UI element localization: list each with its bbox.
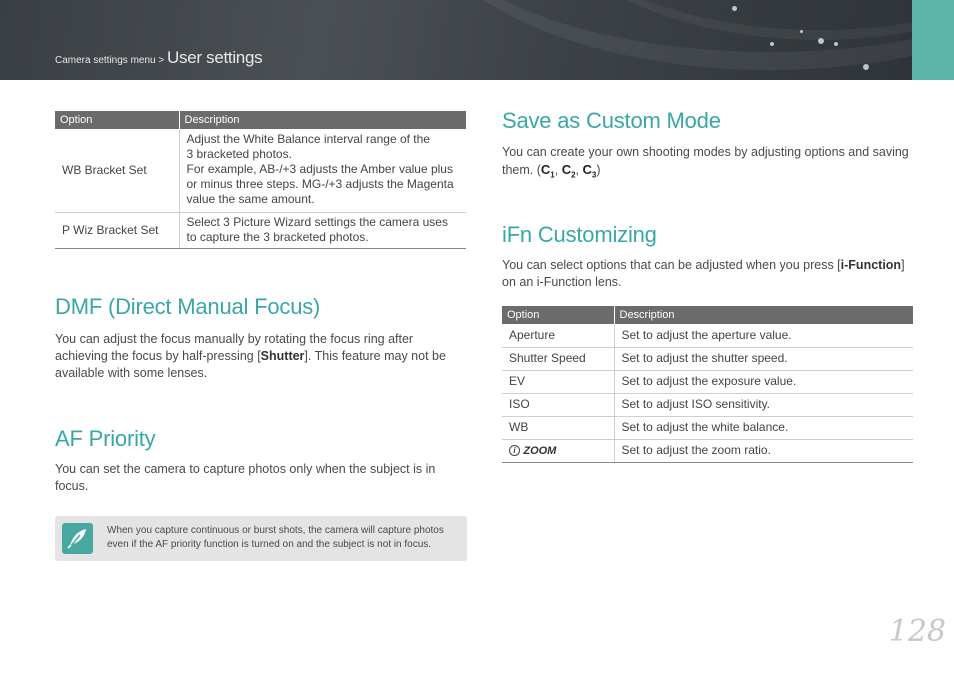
custom-mode-c1-icon: $C_1$ (540, 162, 555, 180)
option-cell: P Wiz Bracket Set (55, 212, 179, 248)
custom-mode-c2-icon: $C_2$ (561, 162, 576, 180)
section-title-ifn: iFn Customizing (502, 222, 657, 247)
description-line: Select 3 Picture Wizard settings the camera uses (186, 215, 448, 229)
dmf-text-before: You can adjust the focus manually by rotating the focus ring after achieving the focus by half-pressing [ (55, 332, 414, 363)
header-decoration-dot (800, 30, 803, 33)
shutter-key-label: Shutter (260, 349, 305, 363)
table-header-row (55, 111, 466, 129)
page-number: 128 (888, 614, 946, 649)
column-header-description: Description (614, 306, 913, 324)
i-function-key-label: i-Function (840, 258, 902, 272)
ifn-text-after: ] on an i-Function lens. (502, 258, 905, 289)
option-cell: WB (502, 416, 614, 439)
column-header-option: Option (55, 111, 179, 129)
table-row (502, 324, 913, 347)
option-cell: ISO (502, 393, 614, 416)
dmf-text-after: ]. This feature may not be available with some lenses. (55, 349, 446, 380)
header-decoration-dot (770, 42, 774, 46)
header-accent-tab (912, 0, 954, 80)
description-line: Adjust the White Balance interval range of the (186, 132, 430, 147)
ifn-options-table (502, 306, 913, 463)
custom-mode-description: You can create your own shooting modes by adjusting options and saving them. ($C_1$, $C_2$, $C_3$) (502, 144, 912, 184)
option-cell: Aperture (502, 324, 614, 347)
option-cell: WB Bracket Set (55, 129, 179, 212)
column-header-description: Description (179, 111, 466, 129)
zoom-option-label: ZOOM (523, 444, 557, 457)
ifn-text-before: You can select options that can be adjusted when you press [ (502, 258, 841, 272)
description-cell: Set to adjust ISO sensitivity. (614, 393, 913, 416)
page-header (0, 0, 912, 80)
description-cell: Set to adjust the exposure value. (614, 370, 913, 393)
description-cell (179, 212, 466, 248)
breadcrumb-current: User settings (167, 48, 263, 67)
section-title-dmf: DMF (Direct Manual Focus) (55, 294, 321, 319)
af-priority-description: You can set the camera to capture photos only when the subject is in focus. (55, 462, 436, 493)
table-row (55, 212, 466, 248)
custom-mode-close-paren: ) (596, 163, 601, 177)
header-decoration-dot (863, 64, 869, 70)
option-cell: EV (502, 370, 614, 393)
description-line: value the same amount. (186, 192, 315, 207)
i-function-icon: i (509, 445, 520, 456)
custom-mode-c3-icon: $C_3$ (582, 162, 597, 180)
header-decoration-dot (834, 42, 838, 46)
description-line: or minus three steps. MG-/+3 adjusts the Magenta (186, 177, 454, 192)
bracket-settings-table (55, 111, 466, 249)
breadcrumb-separator: > (155, 55, 168, 66)
description-cell: Set to adjust the aperture value. (614, 324, 913, 347)
breadcrumb (55, 48, 262, 68)
table-header-row (502, 306, 913, 324)
description-cell: Set to adjust the zoom ratio. (614, 439, 913, 462)
header-decoration-dot (818, 38, 824, 44)
table-row (502, 347, 913, 370)
description-line: For example, AB-/+3 adjusts the Amber value plus (186, 162, 453, 177)
table-row (502, 370, 913, 393)
description-cell (179, 129, 466, 212)
option-cell (502, 439, 614, 462)
table-row (502, 416, 913, 439)
header-decoration-dot (732, 6, 737, 11)
pencil-note-icon (62, 523, 93, 554)
ifn-description (502, 257, 912, 291)
note-text: When you capture continuous or burst shots, the camera will capture photos even if the AF priority function is turned on and the subject is not in focus. (107, 525, 444, 550)
custom-mode-text: You can create your own shooting modes by adjusting options and saving them. ( (502, 145, 909, 177)
section-title-af-priority: AF Priority (55, 426, 156, 451)
section-title-custom-mode: Save as Custom Mode (502, 108, 721, 133)
column-header-option: Option (502, 306, 614, 324)
table-row (502, 439, 913, 462)
breadcrumb-parent: Camera settings menu (55, 55, 156, 66)
description-cell: Set to adjust the white balance. (614, 416, 913, 439)
table-row (502, 393, 913, 416)
note-box (55, 516, 467, 561)
description-line: 3 bracketed photos. (186, 147, 292, 162)
description-cell: Set to adjust the shutter speed. (614, 347, 913, 370)
option-cell: Shutter Speed (502, 347, 614, 370)
table-row (55, 129, 466, 212)
dmf-description (55, 331, 467, 382)
description-line: to capture the 3 bracketed photos. (186, 230, 369, 244)
